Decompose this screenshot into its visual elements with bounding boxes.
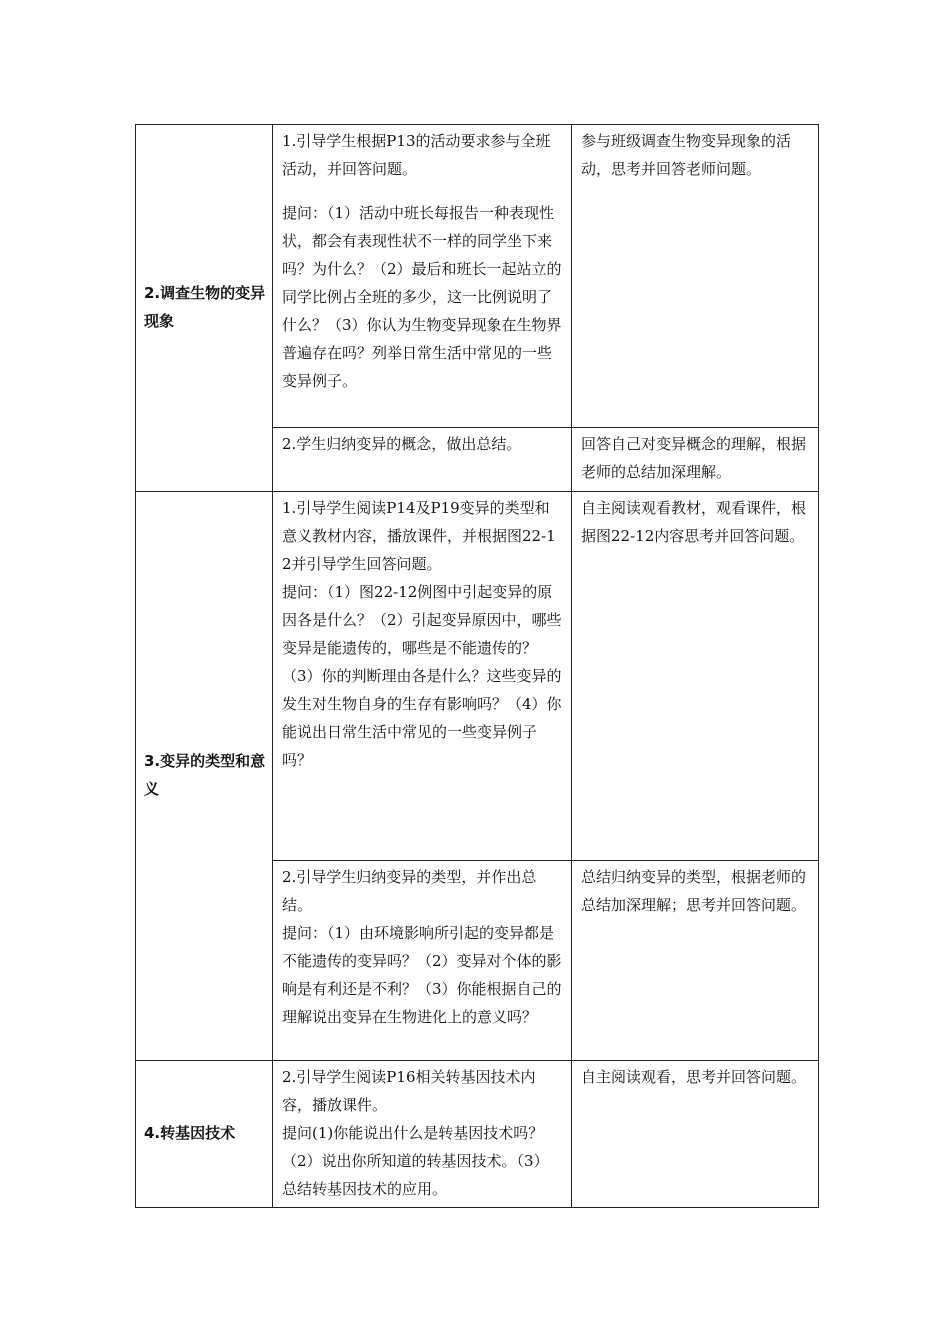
- paragraph-gap: [282, 183, 563, 199]
- table-row: [136, 492, 819, 861]
- teacher-activity-cell: [273, 861, 572, 1061]
- teacher-paragraph: 1.引导学生阅读P14及P19变异的类型和意义教材内容，播放课件，并根据图22-12并引导学生回答问题。: [282, 499, 556, 573]
- teacher-paragraph: 提问：（1）活动中班长每报告一种表现性状，都会有表现性状不一样的同学坐下来吗？为什么？（2）最后和班长一起站立的同学比例占全班的多少，这一比例说明了什么？（3）你认为生物变异现象在生物界普遍存在吗？列举日常生活中常见的一些变异例子。: [282, 204, 562, 390]
- student-activity-cell: [572, 492, 819, 861]
- teacher-paragraph: 1.引导学生根据P13的活动要求参与全班活动，并回答问题。: [282, 132, 551, 178]
- table-row: [136, 1061, 819, 1208]
- teacher-activity-cell: [273, 492, 572, 861]
- student-activity-cell: [572, 861, 819, 1061]
- table-row: [136, 125, 819, 428]
- lesson-plan-table: [135, 124, 819, 1208]
- topic-cell: 3.变异的类型和意义: [136, 492, 273, 1061]
- topic-cell: 2.调查生物的变异现象: [136, 125, 273, 492]
- teacher-activity-cell: [273, 125, 572, 428]
- student-paragraph: 回答自己对变异概念的理解，根据老师的总结加深理解。: [581, 435, 807, 481]
- student-activity-cell: [572, 428, 819, 492]
- teacher-paragraph: 2.引导学生归纳变异的类型，并作出总结。: [282, 868, 537, 914]
- teacher-paragraph: 2.学生归纳变异的概念，做出总结。: [282, 435, 522, 453]
- teacher-paragraph: 提问(1)你能说出什么是转基因技术吗？（2）说出你所知道的转基因技术。（3）总结转基因技术的应用。: [282, 1124, 549, 1198]
- teacher-paragraph: 提问：（1）由环境影响所引起的变异都是不能遗传的变异吗？（2）变异对个体的影响是有利还是不利？（3）你能根据自己的理解说出变异在生物进化上的意义吗？: [282, 924, 562, 1026]
- teacher-activity-cell: [273, 428, 572, 492]
- student-paragraph: 自主阅读观看教材，观看课件，根据图22-12内容思考并回答问题。: [581, 499, 807, 545]
- teacher-activity-cell: [273, 1061, 572, 1208]
- topic-cell: 4.转基因技术: [136, 1061, 273, 1208]
- student-activity-cell: [572, 1061, 819, 1208]
- teacher-paragraph: 2.引导学生阅读P16相关转基因技术内容，播放课件。: [282, 1068, 536, 1114]
- teacher-paragraph: 提问：（1）图22-12例图中引起变异的原因各是什么？（2）引起变异原因中，哪些变异是能遗传的，哪些是不能遗传的？（3）你的判断理由各是什么？这些变异的发生对生物自身的生存有影响吗？（4）你能说出日常生活中常见的一些变异例子吗？: [282, 583, 562, 769]
- student-paragraph: 总结归纳变异的类型，根据老师的总结加深理解；思考并回答问题。: [581, 868, 807, 914]
- student-paragraph: 参与班级调查生物变异现象的活动，思考并回答老师问题。: [581, 132, 792, 178]
- student-paragraph: 自主阅读观看，思考并回答问题。: [581, 1068, 807, 1086]
- student-activity-cell: [572, 125, 819, 428]
